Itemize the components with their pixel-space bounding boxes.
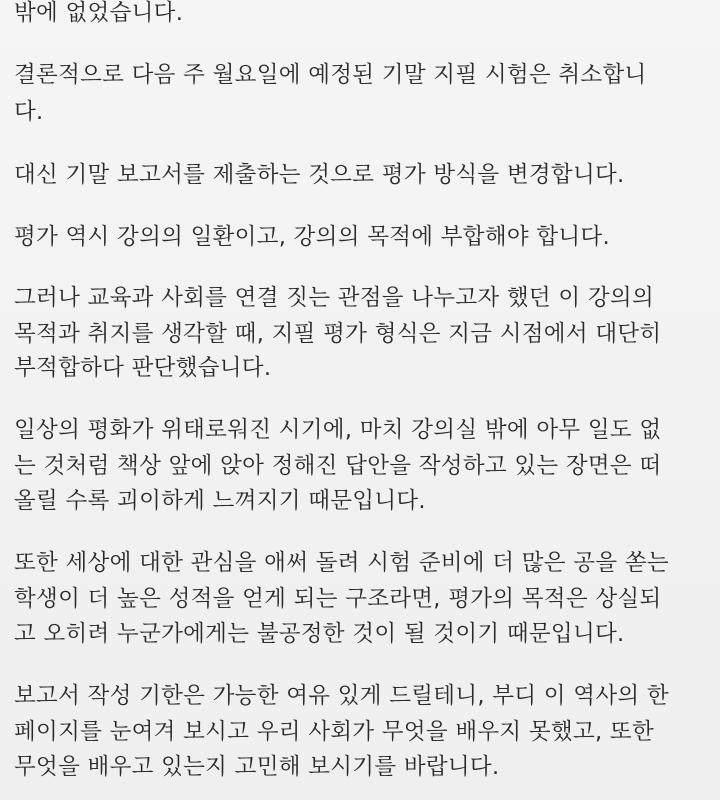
paragraph-line: 그러나 교육과 사회를 연결 짓는 관점을 나누고자 했던 이 강의의 [14, 285, 654, 311]
paragraph-line: 고 오히려 누군가에게는 불공정한 것이 될 것이기 때문입니다. [14, 621, 625, 647]
paragraph-line: 올릴 수록 괴이하게 느껴지기 때문입니다. [14, 488, 426, 514]
paragraph-line: 는 것처럼 책상 앞에 앉아 정해진 답안을 작성하고 있는 장면은 떠 [14, 453, 662, 479]
paragraph-line: 부적합하다 판단했습니다. [14, 355, 272, 381]
paragraph-line: 일상의 평화가 위태로워진 시기에, 마치 강의실 밖에 아무 일도 없 [14, 417, 662, 443]
paragraph-line: 무엇을 배우고 있는지 고민해 보시기를 바랍니다. [14, 754, 500, 780]
paragraph-line: 페이지를 눈여겨 보시고 우리 사회가 무엇을 배우지 못했고, 또한 [14, 719, 654, 745]
paragraph-line: 결론적으로 다음 주 월요일에 예정된 기말 지필 시험은 취소합니 [14, 62, 647, 88]
paragraph-line: 밖에 없었습니다. [14, 0, 184, 26]
paragraph-line: 다. [14, 99, 44, 125]
paragraph-line: 학생이 더 높은 성적을 얻게 되는 구조라면, 평가의 목적은 상실되 [14, 586, 662, 612]
paragraph-line: 대신 기말 보고서를 제출하는 것으로 평가 방식을 변경합니다. [14, 162, 625, 188]
paragraph-line: 평가 역시 강의의 일환이고, 강의의 목적에 부합해야 합니다. [14, 224, 610, 250]
paragraph-line: 목적과 취지를 생각할 때, 지필 평가 형식은 지금 시점에서 대단히 [14, 321, 662, 347]
paragraph-line: 보고서 작성 기한은 가능한 여유 있게 드릴테니, 부디 이 역사의 한 [14, 683, 669, 709]
paragraph-line: 또한 세상에 대한 관심을 애써 돌려 시험 준비에 더 많은 공을 쏟는 [14, 550, 669, 576]
